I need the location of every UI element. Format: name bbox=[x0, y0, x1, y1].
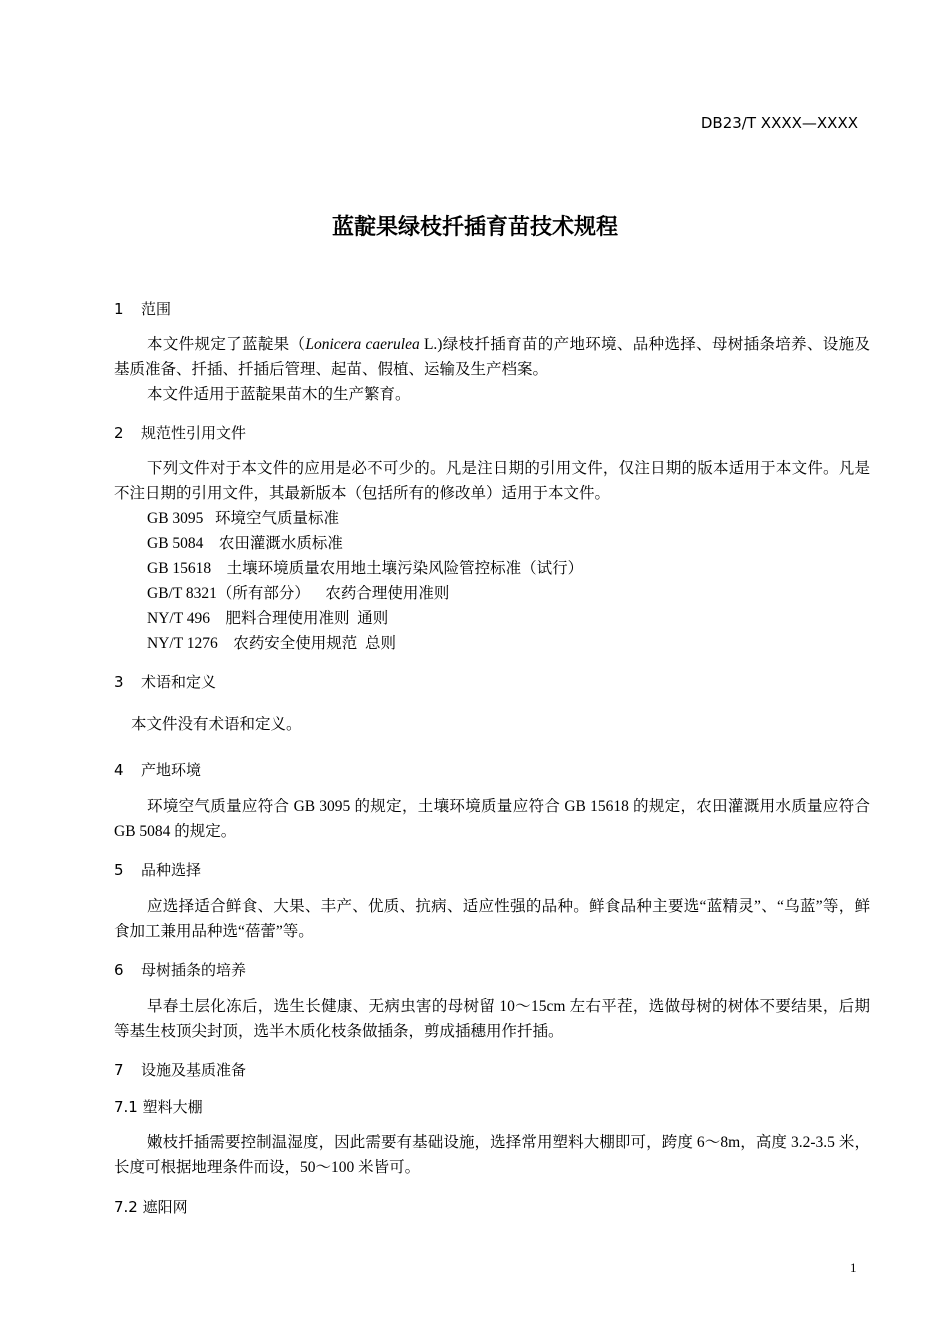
terms-paragraph: 本文件没有术语和定义。 bbox=[131, 716, 302, 733]
section-heading-6 bbox=[114, 959, 246, 980]
section-title: 范围 bbox=[141, 300, 172, 318]
document-number: DB23/T XXXX—XXXX bbox=[700, 114, 858, 132]
section-number: 5 bbox=[114, 861, 124, 879]
section-number: 2 bbox=[114, 424, 124, 442]
text: 本文件规定了蓝靛果（ bbox=[147, 336, 306, 353]
page-number: 1 bbox=[850, 1260, 857, 1275]
section-number: 3 bbox=[114, 673, 124, 691]
section-heading-2 bbox=[114, 422, 246, 443]
section-heading-1 bbox=[114, 298, 171, 319]
section-title: 品种选择 bbox=[141, 861, 202, 879]
greenhouse-paragraph: 嫩枝扦插需要控制温湿度，因此需要有基础设施，选择常用塑料大棚即可，跨度 6～8m，高度 3.2-3.5 米，长度可根据地理条件而设，50～100 米皆可。 bbox=[114, 1134, 870, 1176]
reference-item: GB/T 8321（所有部分） 农药合理使用准则 bbox=[147, 585, 450, 602]
section-heading-7 bbox=[114, 1059, 246, 1080]
latin-name: Lonicera caerulea bbox=[305, 336, 420, 353]
scope-paragraph bbox=[114, 332, 870, 382]
cutting-paragraph: 早春土层化冻后，选生长健康、无病虫害的母树留 10～15cm 左右平茬，选做母树的树体不要结果，后期等基生枝顶尖封顶，选半木质化枝条做插条，剪成插穗用作扦插。 bbox=[114, 998, 870, 1040]
scope-applicability: 本文件适用于蓝靛果苗木的生产繁育。 bbox=[147, 386, 411, 403]
section-title: 母树插条的培养 bbox=[141, 961, 247, 979]
section-title: 设施及基质准备 bbox=[141, 1061, 247, 1079]
document-title: 蓝靛果绿枝扦插育苗技术规程 bbox=[331, 215, 618, 240]
environment-paragraph: 环境空气质量应符合 GB 3095 的规定，土壤环境质量应符合 GB 15618 的规定，农田灌溉用水质量应符合 GB 5084 的规定。 bbox=[114, 798, 870, 840]
section-number: 6 bbox=[114, 961, 124, 979]
subsection-heading-7-1: 7.1 塑料大棚 bbox=[114, 1098, 203, 1116]
section-title: 规范性引用文件 bbox=[141, 424, 247, 442]
reference-item: NY/T 496 肥料合理使用准则 通则 bbox=[147, 610, 389, 627]
section-heading-3 bbox=[114, 671, 216, 692]
reference-item: GB 5084 农田灌溉水质标准 bbox=[147, 535, 343, 552]
subsection-heading-7-2: 7.2 遮阳网 bbox=[114, 1198, 188, 1216]
references-paragraph: 下列文件对于本文件的应用是必不可少的。凡是注日期的引用文件，仅注日期的版本适用于本文件。凡是不注日期的引用文件，其最新版本（包括所有的修改单）适用于本文件。 bbox=[114, 460, 870, 502]
section-title: 产地环境 bbox=[141, 761, 202, 779]
text: L.)绿枝扦插育苗的产地环境、品种选择、母树插条培养、设施及基质准备、扦插、扦插后管理、起苗、假植、运输及生产档案。 bbox=[114, 336, 870, 378]
section-number: 4 bbox=[114, 761, 124, 779]
reference-item: GB 15618 土壤环境质量农用地土壤污染风险管控标准（试行） bbox=[147, 560, 584, 577]
section-heading-5 bbox=[114, 859, 201, 880]
section-number: 1 bbox=[114, 300, 124, 318]
reference-item: NY/T 1276 农药安全使用规范 总则 bbox=[147, 635, 397, 652]
section-title: 术语和定义 bbox=[141, 673, 217, 691]
section-heading-4 bbox=[114, 759, 201, 780]
section-number: 7 bbox=[114, 1061, 124, 1079]
reference-item: GB 3095 环境空气质量标准 bbox=[147, 510, 340, 527]
variety-paragraph: 应选择适合鲜食、大果、丰产、优质、抗病、适应性强的品种。鲜食品种主要选“蓝精灵”、“乌蓝”等，鲜食加工兼用品种选“蓓蕾”等。 bbox=[114, 898, 870, 940]
